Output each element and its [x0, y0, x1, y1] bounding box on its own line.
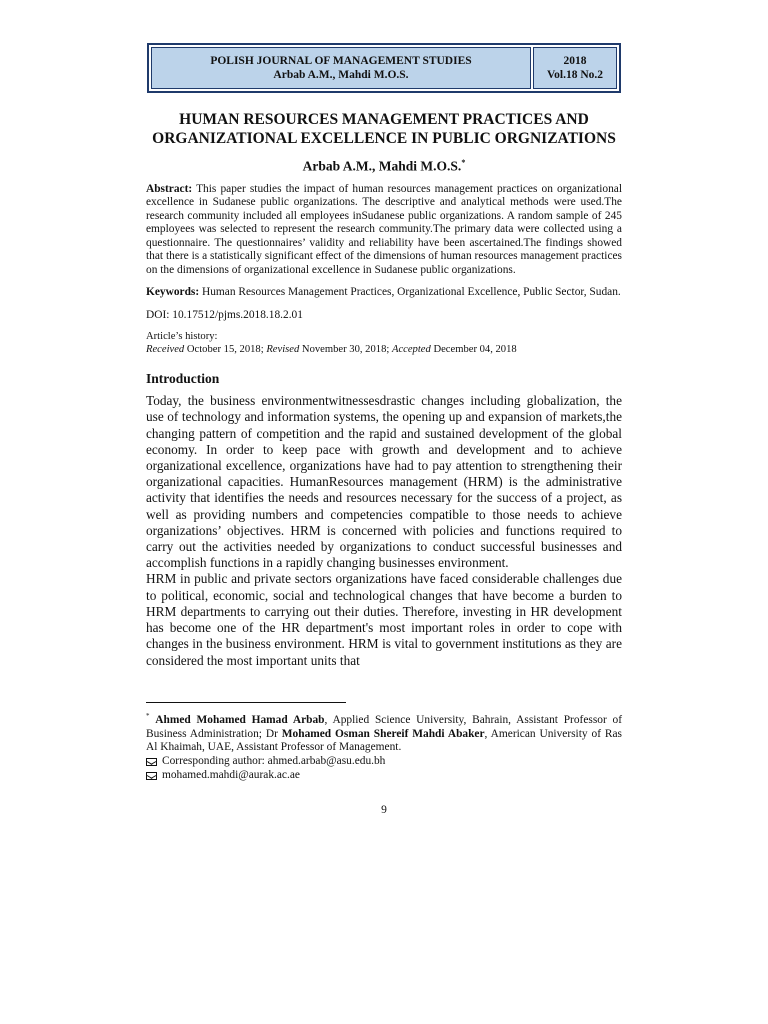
keywords: [146, 286, 622, 300]
envelope-icon: [146, 758, 157, 766]
abstract-text: This paper studies the impact of human resources management practices on organizational excellence in Sudanese public organizations. The descriptive and analytical methods were used.The research community included all employees inSudanese public organizations. A random sample of 245 employees was selected to represent the research community.The primary data were collected using a questionnaire. The questionnaires’ validity and reliability have been ascertained.The findings showed that there is a statistically significant effect of the dimensions of human resources management practices on the dimensions of organizational excellence in Sudanese public organizations.: [146, 182, 622, 277]
author-1-affiliation: , Applied Science University, Bahrain, Assistant Professor of Business Administration; Dr: [146, 713, 622, 740]
article-history: [146, 330, 622, 356]
authors-text: Arbab A.M., Mahdi M.O.S.: [302, 158, 462, 174]
revised-date: November 30, 2018;: [299, 344, 392, 356]
keywords-text: Human Resources Management Practices, Organizational Excellence, Public Sector, Sudan.: [199, 285, 621, 298]
accepted-label: Accepted: [391, 344, 431, 356]
intro-paragraph-2: HRM in public and private sectors organizations have faced considerable challenges due to political, economic, social and technological changes that have become a burden to HRM departments to carrying out their duties. Therefore, investing in HR development has become one of the HR department's most important roles in order to cope with changes in the business environment. HRM is vital to government institutions as they are considered the most important units that: [146, 571, 622, 668]
footnote-affiliations: [146, 710, 622, 755]
history-dates: [146, 343, 622, 356]
journal-header-issue: [533, 47, 617, 89]
author-2-name: Mohamed Osman Shereif Mahdi Abaker: [281, 727, 485, 740]
abstract-label: Abstract:: [146, 182, 193, 195]
received-date: October 15, 2018;: [184, 344, 267, 356]
revised-label: Revised: [266, 344, 300, 356]
envelope-icon: [146, 772, 157, 780]
journal-name: POLISH JOURNAL OF MANAGEMENT STUDIES: [210, 55, 472, 67]
header-authors: Arbab A.M., Mahdi M.O.S.: [273, 69, 409, 81]
keywords-label: Keywords:: [146, 285, 200, 298]
email-1[interactable]: Corresponding author: ahmed.arbab@asu.edu.bh: [162, 755, 386, 768]
title-line-1: HUMAN RESOURCES MANAGEMENT PRACTICES AND: [179, 111, 589, 128]
author-footnote-mark: *: [461, 158, 466, 167]
accepted-date: December 04, 2018: [430, 344, 517, 356]
email-line-1: [146, 755, 622, 769]
page-number: 9: [381, 804, 387, 816]
footnote-divider: [146, 702, 346, 703]
history-label: Article’s history:: [146, 331, 218, 343]
author-1-name: Ahmed Mohamed Hamad Arbab: [155, 713, 325, 726]
article-body: [146, 110, 622, 669]
received-label: Received: [146, 344, 185, 356]
journal-header-main: [151, 47, 531, 89]
intro-paragraph-1: Today, the business environmentwitnessesdrastic changes including globalization, the use of technology and information systems, the opening up and expansion of markets,the changing pattern of competition and the rapid and sustained development of the global economy. In order to keep pace with growth and development and to achieve organizational excellence, organizations have had to pay attention to strengthening their organizational capacities. HumanResources management (HRM) is the administrative activity that identifies the needs and resources necessary for the success of a project, as well as providing numbers and competencies compatible to those needs to achieve organizations’ objectives. HRM is concerned with policies and functions required to carry out the activities needed by organizations to conduct successful businesses and accomplish functions in a rapidly changing businesses environment.: [146, 393, 622, 571]
article-title: [146, 110, 622, 148]
journal-header: [147, 43, 621, 93]
abstract: [146, 183, 622, 278]
article-authors: [146, 154, 622, 175]
title-line-2: ORGANIZATIONAL EXCELLENCE IN PUBLIC ORGNIZATIONS: [152, 130, 616, 147]
doi: DOI: 10.17512/pjms.2018.18.2.01: [146, 309, 303, 322]
footnote-mark: *: [146, 712, 150, 720]
author-2-affiliation: , American University of Ras Al Khaimah, UAE, Assistant Professor of Management.: [146, 727, 622, 754]
header-year: 2018: [563, 55, 587, 67]
footnote: [146, 710, 622, 783]
email-2[interactable]: mohamed.mahdi@aurak.ac.ae: [162, 768, 300, 781]
email-line-2: [146, 769, 622, 783]
introduction-heading: Introduction: [146, 371, 220, 387]
header-volume: Vol.18 No.2: [546, 69, 604, 81]
